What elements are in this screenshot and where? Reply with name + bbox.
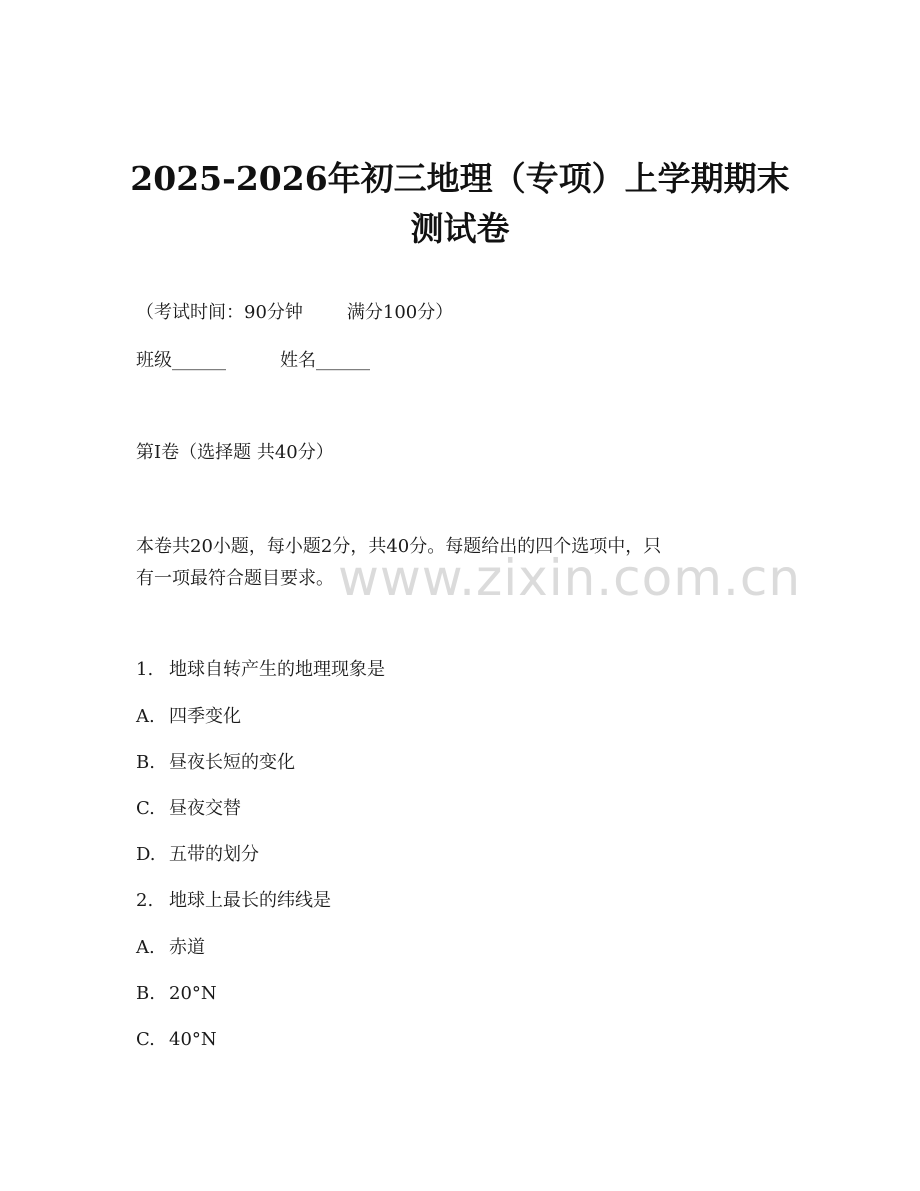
- option-text: 20°N: [169, 983, 217, 1004]
- question-2-option-b: [136, 981, 217, 1007]
- option-letter: B.: [136, 983, 155, 1004]
- question-2: [136, 888, 331, 914]
- option-letter: D.: [136, 844, 156, 865]
- question-1: [136, 657, 385, 683]
- watermark: www.zixin.com.cn: [338, 549, 802, 607]
- option-text: 赤道: [169, 937, 205, 958]
- question-number: 1.: [136, 659, 154, 680]
- option-letter: A.: [136, 706, 155, 727]
- question-1-option-d: [136, 842, 259, 868]
- question-1-option-a: [136, 704, 241, 730]
- option-letter: B.: [136, 752, 155, 773]
- option-text: 昼夜交替: [169, 798, 241, 819]
- option-text: 五带的划分: [169, 844, 259, 865]
- exam-time: （考试时间：90分钟: [136, 302, 303, 323]
- question-2-option-c: [136, 1027, 217, 1053]
- option-letter: C.: [136, 798, 155, 819]
- document-title-line-2: 测试卷: [410, 209, 510, 248]
- option-letter: A.: [136, 937, 155, 958]
- name-field: 姓名______: [280, 350, 370, 371]
- class-field: 班级______: [136, 350, 226, 371]
- question-number: 2.: [136, 890, 154, 911]
- question-1-option-b: [136, 750, 295, 776]
- option-letter: C.: [136, 1029, 155, 1050]
- section-heading: 第I卷（选择题 共40分）: [136, 442, 334, 463]
- student-info: [136, 348, 370, 374]
- question-2-option-a: [136, 935, 205, 961]
- exam-full-score: 满分100分）: [346, 302, 454, 323]
- exam-info: [136, 300, 453, 326]
- document-title-line-1: 2025-2026年初三地理（专项）上学期期末: [130, 159, 790, 198]
- option-text: 四季变化: [169, 706, 241, 727]
- instructions-line-1: 本卷共20小题，每小题2分，共40分。每题给出的四个选项中，只: [136, 536, 662, 557]
- question-text: 地球上最长的纬线是: [169, 890, 331, 911]
- question-text: 地球自转产生的地理现象是: [169, 659, 385, 680]
- option-text: 40°N: [169, 1029, 217, 1050]
- question-1-option-c: [136, 796, 241, 822]
- option-text: 昼夜长短的变化: [169, 752, 295, 773]
- instructions-line-2: 有一项最符合题目要求。: [136, 568, 334, 589]
